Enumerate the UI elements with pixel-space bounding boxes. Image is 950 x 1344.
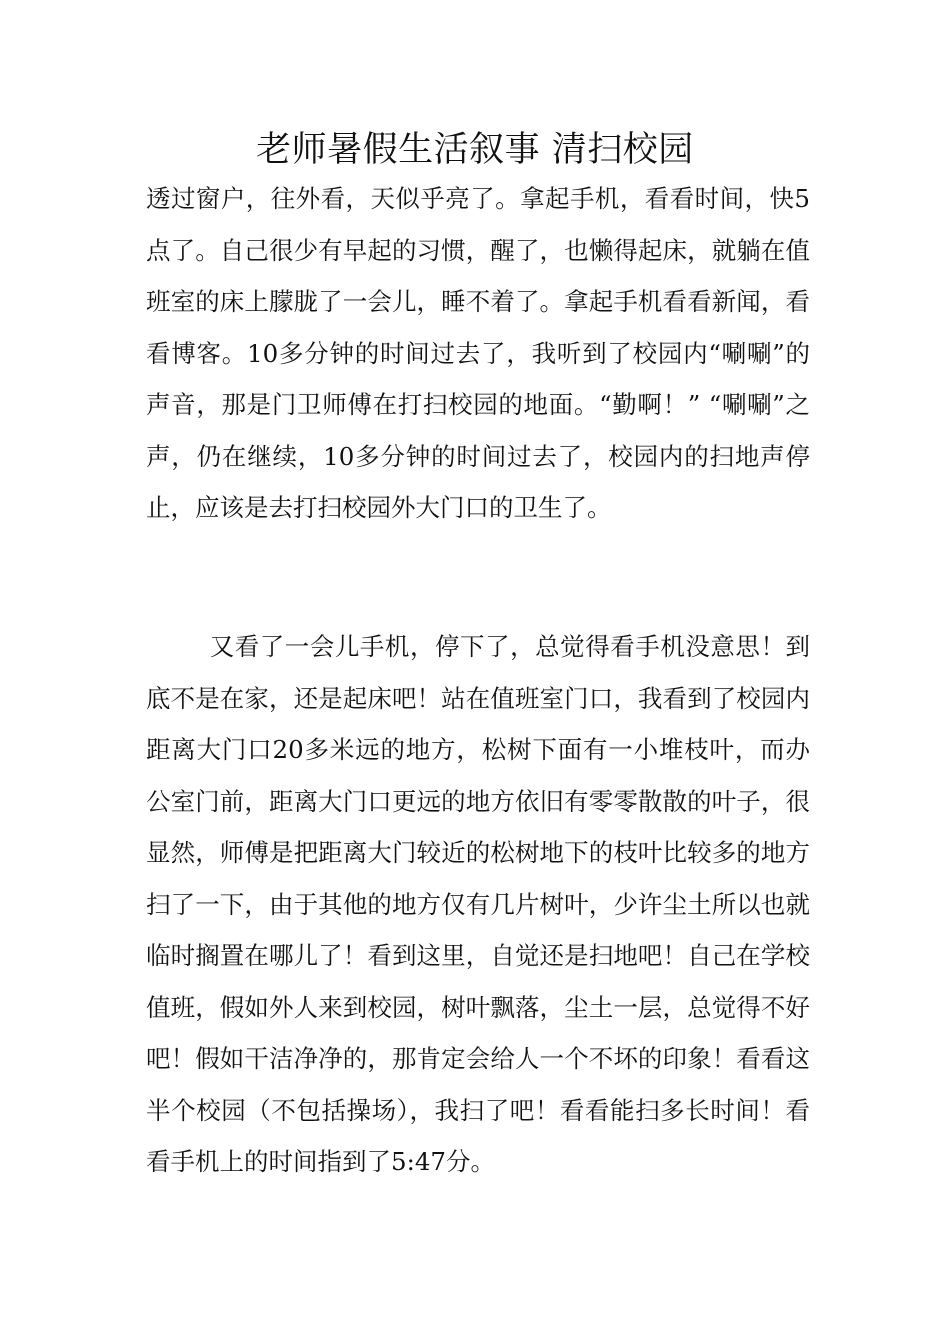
document-title: 老师暑假生活叙事 清扫校园 bbox=[256, 130, 694, 170]
paragraph-2: 又看了一会儿手机，停下了，总觉得看手机没意思！到底不是在家，还是起床吧！站在值班室门口，我看到了校园内距离大门口20多米远的地方，松树下面有一小堆枝叶，而办公室门前，距离大门口更远的地方依旧有零零散散的叶子，很显然，师傅是把距离大门较近的松树地下的枝叶比较多的地方扫了一下，由于其他的地方仅有几片树叶，少许尘土所以也就临时搁置在哪儿了！看到这里，自觉还是扫地吧！自己在学校值班，假如外人来到校园，树叶飘落，尘土一层，总觉得不好吧！假如干洁净净的，那肯定会给人一个不坏的印象！看看这半个校园（不包括操场），我扫了吧！看看能扫多长时间！看看手机上的时间指到了5:47分。 bbox=[146, 632, 810, 1176]
paragraph-1: 透过窗户，往外看，天似乎亮了。拿起手机，看看时间，快5点了。自己很少有早起的习惯，醒了，也懒得起床，就躺在值班室的床上朦胧了一会儿，睡不着了。拿起手机看看新闻，看看博客。10多分钟的时间过去了，我听到了校园内“唰唰”的声音，那是门卫师傅在打扫校园的地面。“勤啊！” “唰唰”之声，仍在继续，10多分钟的时间过去了，校园内的扫地声停止，应该是去打扫校园外大门口的卫生了。 bbox=[146, 184, 810, 522]
